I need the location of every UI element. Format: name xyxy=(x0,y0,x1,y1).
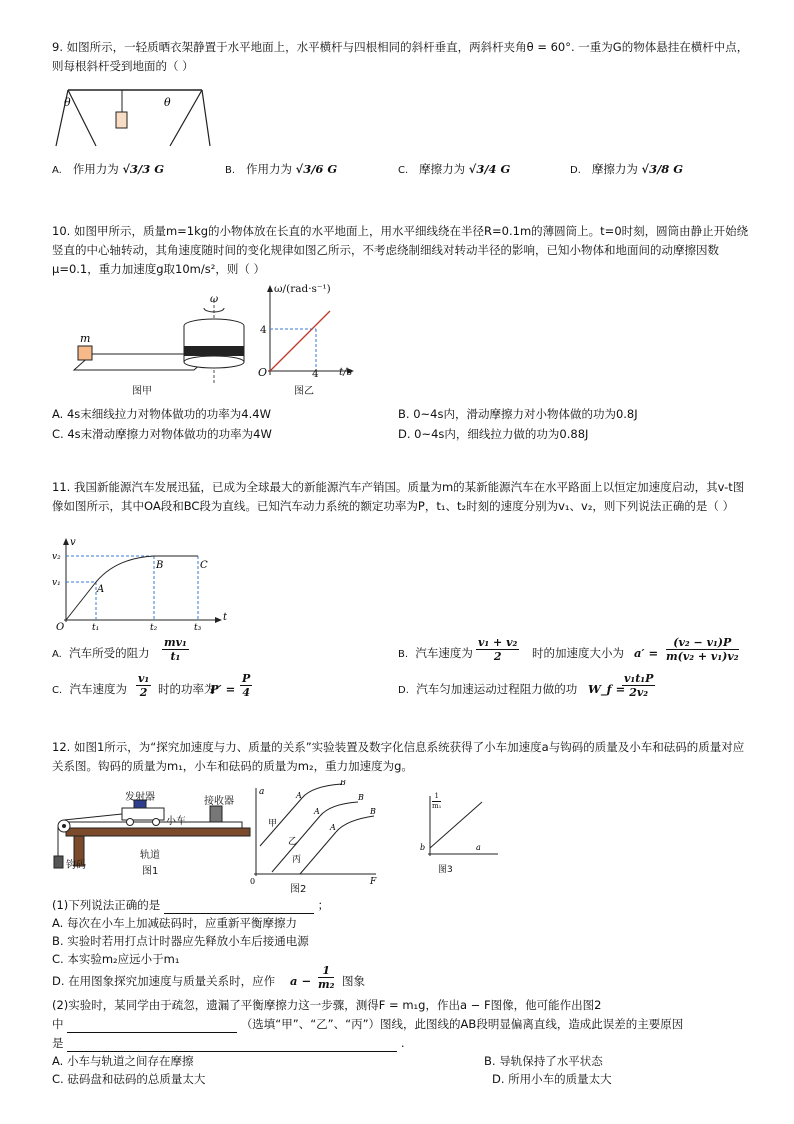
q9-theta-left: θ xyxy=(64,96,71,109)
q10-fig-b-xlabel: t/s xyxy=(339,366,353,378)
q10-stem: 10. 如图甲所示，质量m=1kg的小物体放在长直的水平地面上，用水平细线绕在半径R=0.1m的薄圆筒上。t=0时刻，圆筒由静止开始绕竖直的中心轴转动，其角速度随时间的变化规律如图乙所示，不考虑绕制细线对转动半径的影响，已知小物体和地面间的动摩擦因数μ=0.1，重力加速度g取10m/s²，则（ ） xyxy=(52,224,749,276)
q12-fig2-bing: 丙 xyxy=(292,855,302,865)
q10-figure-a xyxy=(52,290,252,390)
q11-option-c-fraction-1: v₁ 2 xyxy=(138,672,150,699)
q12-fig2-a3: A xyxy=(330,823,336,832)
q12-fig1-emitter: 发射器 xyxy=(125,792,155,803)
q12-fig2-a1: A xyxy=(296,791,302,800)
q12-sub1-option-b: B. 实验时若用打点计时器应先释放小车后接通电源 xyxy=(52,934,309,948)
q9-option-d: D. 摩擦力为 √3/8 G xyxy=(570,162,684,176)
q11-option-c-lhs: P′ = xyxy=(210,682,236,696)
q12-fig2-F: F xyxy=(370,877,377,886)
q11-option-b: B. 汽车速度为 xyxy=(398,646,473,660)
q12-sub2-option-b: B. 导轨保持了水平状态 xyxy=(484,1054,603,1068)
q12-stem: 12. 如图1所示，为“探究加速度与力、质量的关系”实验装置及数字化信息系统获得了小车加速度a与钩码的质量及小车和砝码的质量对应关系图。钩码的质量为m₁，小车和砝码的质量为m₂，重力加速度为g。 xyxy=(52,740,745,773)
q11-fig-c: C xyxy=(200,560,208,571)
q12-sub2-answer-blank-1[interactable] xyxy=(67,1032,237,1033)
q12-fig2-origin: 0 xyxy=(250,877,256,886)
q9-option-c: C. 摩擦力为 √3/4 G xyxy=(398,162,511,176)
q10-fig-a-caption: 图甲 xyxy=(132,386,152,397)
q12-fig1-track: 轨道 xyxy=(140,850,160,861)
q12-sub2-option-c: C. 砝码盘和砝码的总质量太大 xyxy=(52,1072,206,1086)
q11-fig-b: B xyxy=(156,560,164,571)
q12-sub1-option-a: A. 每次在小车上加减砝码时，应重新平衡摩擦力 xyxy=(52,916,297,930)
q11-option-a: A. 汽车所受的阻力 xyxy=(52,646,150,660)
q12-fig2-a: a xyxy=(259,787,265,797)
q12-fig2-b1: B xyxy=(340,780,346,787)
q12-fig2-jia: 甲 xyxy=(268,819,278,829)
q12-sub1-option-c: C. 本实验m₂应远小于m₁ xyxy=(52,952,180,966)
q11-fig-o: O xyxy=(56,622,65,630)
q10-fig-b-origin: O xyxy=(258,366,268,379)
q12-fig1-receiver: 接收器 xyxy=(204,796,234,807)
q11-fig-v2: v₂ xyxy=(52,552,61,562)
q11-fig-a: A xyxy=(97,584,105,595)
q10-option-b: B. 0~4s内，滑动摩擦力对小物体做的功为0.8J xyxy=(398,407,638,421)
q12-fig3-caption: 图3 xyxy=(438,865,453,875)
q10-fig-b-tick-y: 4 xyxy=(260,324,267,336)
q11-option-d-fraction: v₁t₁P 2v₂ xyxy=(624,672,654,699)
q10-option-a: A. 4s末细线拉力对物体做功的功率为4.4W xyxy=(52,407,271,421)
q10-option-d: D. 0~4s内，细线拉力做的功为0.88J xyxy=(398,427,589,441)
q11-fig-t: t xyxy=(223,612,228,623)
q12-sub2-line2: 中 （选填“甲”、“乙”、“丙”）图线，此图线的AB段明显偏离直线，造成此误差的主要原因 xyxy=(52,1017,684,1031)
q12-sub1-option-d-fraction: 1 m₂ xyxy=(318,964,335,991)
q11-fig-v: v xyxy=(70,537,76,548)
q10-fig-b-tick-x: 4 xyxy=(312,368,319,380)
q12-fig3-ylabel: 1 m₁ xyxy=(432,792,442,810)
q9-option-a: A. 作用力为 √3/3 G xyxy=(52,162,165,176)
q11-option-a-fraction: mv₁ t₁ xyxy=(164,636,187,663)
q11-stem: 11. 我国新能源汽车发展迅猛，已成为全球最大的新能源汽车产销国。质量为m的某新能源汽车在水平路面上以恒定加速度启动，其v-t图像如图所示，其中OA段和BC段为直线。已知汽车动力系统的额定功率为P，t₁、t₂时刻的速度分别为v₁、v₂，则下列说法正确的是（ ） xyxy=(52,480,745,513)
q11-option-c-fraction-2: P 4 xyxy=(242,672,251,699)
q12-sub1-option-d-lhs: a − xyxy=(290,974,312,988)
q11-fig-t3: t₃ xyxy=(194,623,202,630)
q12-fig3-b: b xyxy=(420,843,426,852)
q11-option-b-fraction-2: (v₂ − v₁)P m(v₂ + v₁)v₂ xyxy=(666,636,739,663)
q11-option-c: C. 汽车速度为 xyxy=(52,682,127,696)
q12-fig1-weight: 钩码 xyxy=(66,860,86,871)
q12-fig2-caption: 图2 xyxy=(290,884,307,895)
q10-option-c: C. 4s末滑动摩擦力对物体做功的功率为4W xyxy=(52,427,272,441)
q11-option-b-fraction-1: v₁ + v₂ 2 xyxy=(478,636,518,663)
q9-figure-clothes-rack xyxy=(52,84,212,150)
q11-fig-t1: t₁ xyxy=(92,623,100,630)
q10-omega-label: ω xyxy=(210,294,219,305)
q11-option-d: D. 汽车匀加速运动过程阻力做的功 xyxy=(398,682,578,696)
q12-sub2-line3: 是 . xyxy=(52,1036,405,1050)
q12-sub2-option-a: A. 小车与轨道之间存在摩擦 xyxy=(52,1054,194,1068)
q12-sub2-line1: (2)实验时，某同学由于疏忽，遗漏了平衡摩擦力这一步骤，测得F = m₁g，作出a − F图像，他可能作出图2 xyxy=(52,998,602,1012)
q12-sub1-option-d-end: 图象 xyxy=(342,974,365,988)
q12-sub2-option-d: D. 所用小车的质量太大 xyxy=(492,1072,612,1086)
q9-stem: 9. 如图所示，一轻质晒衣架静置于水平地面上，水平横杆与四根相同的斜杆垂直，两斜杆夹角θ = 60°. 一重为G的物体悬挂在横杆中点，则每根斜杆受到地面的（ ） xyxy=(52,40,749,73)
q10-fig-b-ylabel: ω/(rad·s⁻¹) xyxy=(274,283,331,295)
q11-option-d-lhs: W_f = xyxy=(588,682,626,696)
q11-option-b-lhs: a′ = xyxy=(634,646,659,660)
q10-fig-b-caption: 图乙 xyxy=(294,386,314,397)
q12-fig2-b2: B xyxy=(358,793,364,802)
q9-option-b: B. 作用力为 √3/6 G xyxy=(225,162,338,176)
q12-figure-2-graph xyxy=(250,780,386,886)
q10-mass-label: m xyxy=(80,332,91,345)
q11-option-c-text2: 时的功率为 xyxy=(158,682,216,696)
q12-fig1-car: 小车 xyxy=(166,816,186,827)
q12-sub1-option-d: D. 在用图象探究加速度与质量关系时，应作 xyxy=(52,974,276,988)
q11-option-b-text2: 时的加速度大小为 xyxy=(532,646,624,660)
q12-fig2-a2: A xyxy=(314,807,320,816)
q11-fig-t2: t₂ xyxy=(150,623,158,630)
q12-fig1-caption: 图1 xyxy=(142,866,159,877)
q12-fig2-b3: B xyxy=(370,807,376,816)
q12-fig2-yi: 乙 xyxy=(288,837,298,847)
q12-sub1: (1)下列说法正确的是 ； xyxy=(52,898,330,912)
q12-fig3-xlabel: a xyxy=(476,843,481,852)
q9-theta-right: θ xyxy=(164,96,171,109)
q11-figure-vt-graph xyxy=(52,536,232,630)
q11-fig-v1: v₁ xyxy=(52,578,61,588)
